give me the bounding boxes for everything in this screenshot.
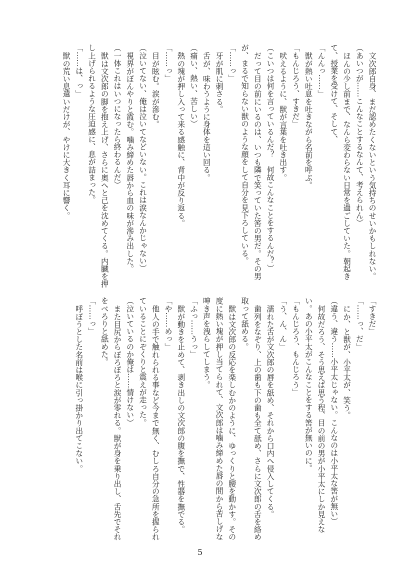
narration-paragraph: 獣は文次郎の反応を楽しむかのように、ゆっくりと腰を動かす。その度に熱い塊が押し当てられて、文次郎は噛み締めた唇の間から苦しげな呻き声を洩らしてしまう。 (202, 297, 237, 541)
dialogue-line: 「……っ」 (164, 44, 173, 82)
narration-paragraph: 吠えるように、獣が言葉を吐き出す。 (278, 51, 288, 181)
narration-paragraph: だって目の前にいるのは、いつも隣で笑っていた筈の男だ。その男が、まるで知らない獣のような顔をして自分を見下ろしている。 (240, 44, 263, 280)
narration-paragraph: にか、と獣が、小平太が、笑う。 (342, 304, 352, 419)
narration-paragraph: 何故だろう、そう思えば思う程、目の前の男が小平太にしか見えない。あの小平太がこんなことをする筈が無いのに。 (304, 297, 326, 533)
dialogue-line: 「う、ん、ん」 (278, 297, 288, 351)
dialogue-line: 「んんっ……」 (317, 44, 326, 98)
narration-paragraph: 他人の手で触れられる事など今まで無く、むしろ自分の急所を握られていることにぞくりと震えが走った。 (138, 297, 161, 541)
dialogue-line: 「……は、っ」 (74, 44, 84, 98)
inner-thought-line: （痛い、熱い、苦しい） (189, 44, 199, 128)
narration-paragraph: 舌が、味わうように身体を這い回る。 (202, 51, 212, 181)
narration-paragraph: 文次郎自身、まだ認めたくないという気持ちのせいかもしれない。 (368, 51, 377, 280)
dialogue-line: 「……っ、だ」 (355, 297, 365, 351)
narration-paragraph: 視界がぼんやりと霞む。噛み締めた唇から血の味が滲み出した。 (125, 51, 135, 272)
narration-paragraph: また目尻からぼろぼろと涙が零れる。獣が身を乗り出し、舌先でそれをべろりと舐めた。 (100, 297, 122, 541)
narration-paragraph: 獣は文次郎の脚を抱え上げ、さらに奥へと己を沈めてくる。内臓を押し上げられるような圧迫感に、息が詰まった。 (87, 44, 110, 288)
dialogue-line: 「もんじろう、もんじろう」 (291, 297, 301, 396)
inner-thought-line: （泣いているのか俺は……情けない） (125, 297, 135, 427)
narration-paragraph: 獣が動きを止めて、剥き出しの文次郎の腹を撫で、性器を撫でる。 (176, 304, 186, 533)
dialogue-line: 「すきだ」 (368, 297, 377, 335)
dialogue-line: 「もんじろう、すきだ」 (291, 44, 301, 128)
dialogue-line: 「……っ」 (87, 297, 97, 335)
narration-paragraph: ほんの少し前まで、なんら変わらない日常を過ごしていた。朝起きて、授業を受けて、そして、 (329, 44, 352, 280)
narration-paragraph: 呼ぼうとした名前は喉に引っ掛かり出てこない。 (74, 304, 84, 472)
inner-thought-line: （一体これはいつになったら終わるんだ） (113, 44, 122, 189)
lower-text-tier (28, 297, 378, 541)
dialogue-line: 「……っ」 (227, 44, 237, 82)
dialogue-line: 「や……めっ」 (164, 297, 173, 351)
narration-paragraph: 獣が熱い吐息を吐きながら名前を呼ぶ。 (304, 51, 314, 189)
narration-paragraph: 熱の塊が押し入って来る感触に、背中が反り返る。 (176, 51, 186, 227)
inner-thought-line: （あいつが……こんなことするなんて、考えられん） (355, 44, 365, 227)
narration-paragraph: 獣の荒い息遣いだけが、やけに大きく耳に響く。 (62, 51, 71, 219)
page-number: 5 (197, 548, 203, 557)
narration-paragraph: 歯列をなぞり、上の歯も下の歯も全て舐め、さらに文次郎の舌を絡め取って舐める。 (240, 297, 263, 541)
narration-paragraph: 牙が肌に刺さる。 (215, 51, 224, 113)
upper-text-tier (28, 44, 378, 288)
inner-thought-line: （違う、違う……小平太じゃない。こんなのは小平太な筈が無い） (329, 297, 339, 525)
inner-thought-line: （泣いてない、俺は泣いてなどいない。これは涙なんかじゃない） (138, 44, 148, 272)
narration-paragraph: 目が眩む。涙が滲む。 (151, 51, 161, 128)
inner-thought-line: （こいつは何を言っているんだ？ 何故こんなことをするんだ？） (266, 44, 275, 272)
narration-paragraph: 濡れた舌が文次郎の唇を舐め、それから口内へ侵入してくる。 (266, 304, 275, 518)
dialogue-line: 「ふっ……うっ」 (189, 297, 199, 358)
